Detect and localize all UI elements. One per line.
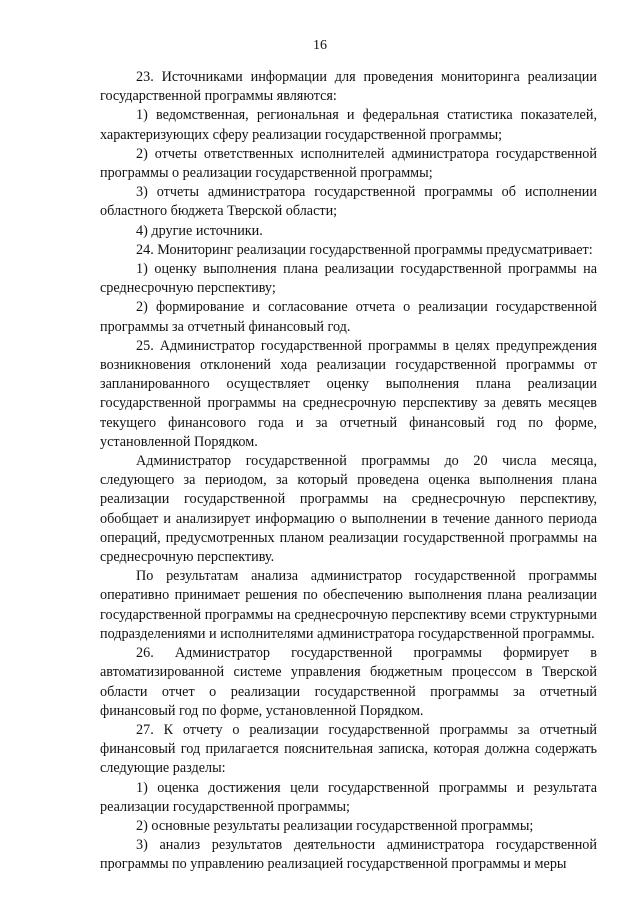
paragraph-25: 25. Администратор государственной программы в целях предупреждения возникновения отклонений хода реализации государственной программы от запланированного осуществляет оценку выполнения плана реализации государственной программы на среднесрочную перспективу за девять месяцев текущего финансового года и за отчетный финансовый год по форме, установленной Порядком. bbox=[100, 337, 597, 450]
paragraph-27-item-3: 3) анализ результатов деятельности администратора государственной программы по управлению реализацией государственной программы и меры bbox=[100, 837, 597, 873]
paragraph-27: 27. К отчету о реализации государственной программы за отчетный финансовый год прилагается пояснительная записка, которая должна содержать следующие разделы: bbox=[100, 721, 597, 777]
paragraph-23-item-2: 2) отчеты ответственных исполнителей администратора государственной программы о реализации государственной программы; bbox=[100, 145, 597, 182]
paragraph-23: 23. Источниками информации для проведения мониторинга реализации государственной программы являются: bbox=[100, 69, 597, 105]
document-body bbox=[100, 68, 597, 875]
paragraph-23-item-1: 1) ведомственная, региональная и федеральная статистика показателей, характеризующих сферу реализации государственной программы; bbox=[100, 107, 597, 143]
paragraph-24-item-2: 2) формирование и согласование отчета о реализации государственной программы за отчетный финансовый год. bbox=[100, 299, 597, 335]
paragraph-25-continued-1: Администратор государственной программы до 20 числа месяца, следующего за периодом, за который проведена оценка выполнения плана реализации государственной программы на среднесрочную перспективу, обобщает и анализирует информацию о выполнении в течение данного периода операций, предусмотренных планом реализации государственной программы на среднесрочную перспективу. bbox=[100, 453, 597, 566]
paragraph-26: 26. Администратор государственной программы формирует в автоматизированной системе управления бюджетным процессом в Тверской области отчет о реализации государственной программы за отчетный финансовый год по форме, установленной Порядком. bbox=[100, 645, 597, 719]
paragraph-27-item-1: 1) оценка достижения цели государственной программы и результата реализации государственной программы; bbox=[100, 779, 597, 815]
paragraph-23-item-4: 4) другие источники. bbox=[136, 222, 263, 239]
paragraph-23-item-3: 3) отчеты администратора государственной программы об исполнении областного бюджета Тверской области; bbox=[100, 184, 597, 220]
paragraph-24: 24. Мониторинг реализации государственной программы предусматривает: bbox=[136, 241, 593, 258]
paragraph-27-item-2: 2) основные результаты реализации государственной программы; bbox=[136, 817, 534, 834]
paragraph-25-continued-2: По результатам анализа администратор государственной программы оперативно принимает решения по обеспечению выполнения плана реализации государственной программы на среднесрочную перспективу всеми структурными подразделениями и исполнителями администратора государственной программы. bbox=[100, 568, 597, 642]
paragraph-24-item-1: 1) оценку выполнения плана реализации государственной программы на среднесрочную перспективу; bbox=[100, 261, 597, 297]
page-number: 16 bbox=[313, 38, 327, 53]
